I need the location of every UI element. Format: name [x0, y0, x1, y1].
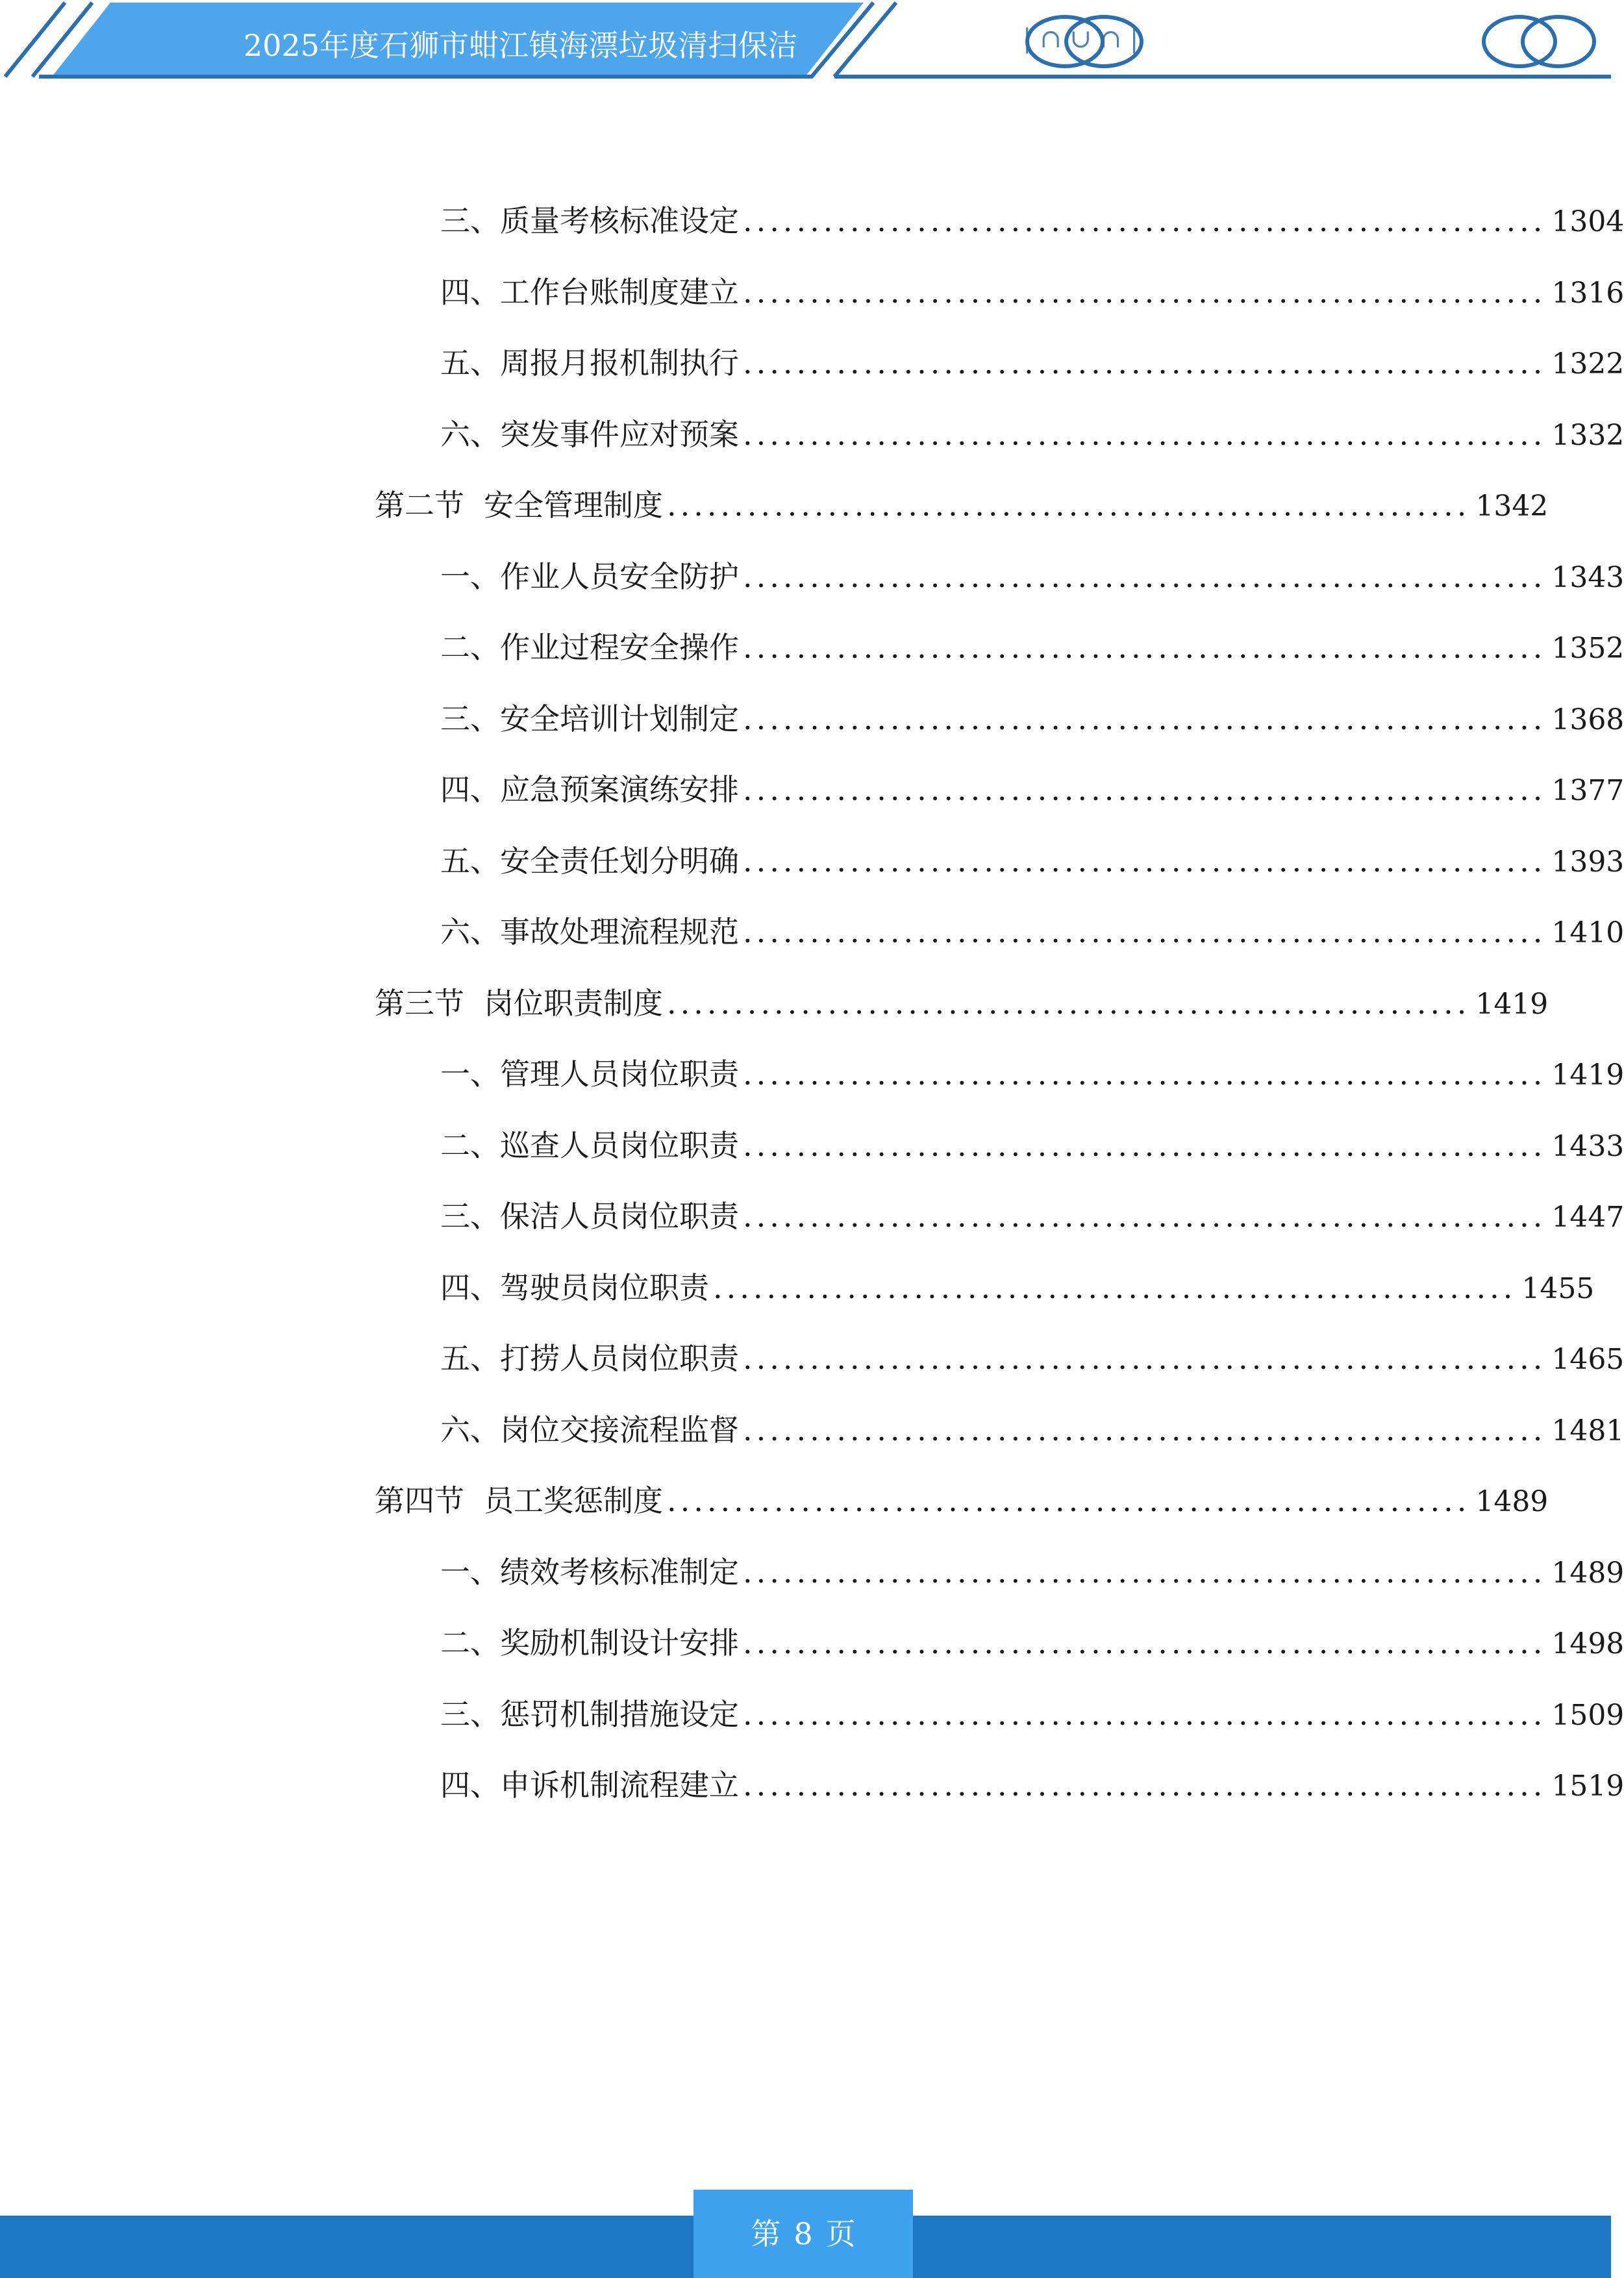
- toc-dot-leader: ............................................................: [713, 1270, 1517, 1305]
- toc-entry-number: 四、: [440, 275, 500, 310]
- toc-dot-leader: ............................................................: [743, 630, 1547, 665]
- toc-dot-leader: ............................................................: [743, 345, 1547, 381]
- page-number-tab: [693, 2190, 913, 2278]
- toc-entry[interactable]: [0, 977, 1549, 1029]
- toc-entry-number: 第四节: [375, 1483, 464, 1518]
- page-suffix: 页: [825, 2216, 856, 2251]
- toc-dot-leader: ............................................................: [743, 1057, 1547, 1092]
- toc-entry-label: 质量考核标准设定: [500, 203, 739, 238]
- toc-entry-label: 员工奖惩制度: [484, 1483, 663, 1518]
- toc-dot-leader: ............................................................: [743, 1341, 1547, 1376]
- toc-entry-label: 打捞人员岗位职责: [500, 1341, 739, 1376]
- toc-entry-label: 奖励机制设计安排: [500, 1625, 739, 1660]
- toc-entry-page: 1498: [1551, 1627, 1624, 1660]
- toc-entry-page: 1465: [1551, 1343, 1624, 1376]
- toc-entry[interactable]: [0, 337, 1624, 389]
- toc-entry[interactable]: [0, 408, 1624, 460]
- toc-entry-page: 1316: [1551, 277, 1624, 310]
- toc-entry-number: 四、: [440, 1270, 500, 1305]
- toc-dot-leader: ............................................................: [743, 772, 1547, 807]
- toc-entry-number: 三、: [440, 1697, 500, 1732]
- toc-entry-page: 1509: [1551, 1699, 1624, 1732]
- toc-dot-leader: ............................................................: [743, 1412, 1547, 1447]
- toc-entry-number: 一、: [440, 559, 500, 594]
- toc-entry[interactable]: [0, 1475, 1549, 1527]
- toc-dot-leader: ............................................................: [743, 1555, 1547, 1590]
- toc-entry-number: 六、: [440, 417, 500, 452]
- toc-entry-number: 二、: [440, 630, 500, 665]
- toc-entry-label: 驾驶员岗位职责: [500, 1270, 709, 1305]
- toc-entry-label: 绩效考核标准制定: [500, 1555, 739, 1590]
- toc-entry-number: 第三节: [375, 986, 464, 1021]
- toc-entry[interactable]: [0, 1048, 1624, 1100]
- toc-entry-label: 管理人员岗位职责: [500, 1057, 739, 1092]
- toc-entry[interactable]: [0, 1546, 1624, 1598]
- toc-dot-leader: ............................................................: [743, 1768, 1547, 1803]
- toc-entry[interactable]: [0, 1120, 1624, 1171]
- toc-entry[interactable]: [0, 195, 1624, 247]
- toc-entry-number: 五、: [440, 1341, 500, 1376]
- toc-dot-leader: ............................................................: [743, 1128, 1547, 1163]
- toc-entry[interactable]: [0, 1190, 1624, 1242]
- toc-entry[interactable]: [0, 1759, 1624, 1811]
- toc-entry-label: 工作台账制度建立: [500, 275, 739, 310]
- toc-entry-label: 安全培训计划制定: [500, 701, 739, 736]
- toc-entry[interactable]: [0, 621, 1624, 673]
- toc-entry-number: 四、: [440, 772, 500, 807]
- toc-dot-leader: ............................................................: [667, 1483, 1471, 1518]
- toc-entry[interactable]: [0, 693, 1624, 745]
- toc-entry-label: 周报月报机制执行: [500, 345, 739, 381]
- toc-entry-page: 1519: [1551, 1770, 1624, 1803]
- toc-entry-label: 保洁人员岗位职责: [500, 1199, 739, 1234]
- toc-entry-page: 1481: [1551, 1414, 1624, 1447]
- toc-entry-number: 五、: [440, 844, 500, 879]
- page-number: 8: [793, 2216, 813, 2251]
- toc-entry-label: 应急预案演练安排: [500, 772, 739, 807]
- toc-entry-page: 1322: [1551, 347, 1624, 381]
- toc-entry-page: 1419: [1475, 988, 1549, 1021]
- toc-dot-leader: ............................................................: [743, 701, 1547, 736]
- toc-entry-number: 三、: [440, 1199, 500, 1234]
- toc-dot-leader: ............................................................: [743, 1199, 1547, 1234]
- toc-entry[interactable]: [0, 479, 1549, 531]
- toc-dot-leader: ............................................................: [743, 559, 1547, 594]
- toc-dot-leader: ............................................................: [743, 417, 1547, 452]
- toc-entry[interactable]: [0, 835, 1624, 887]
- toc-entry-number: 四、: [440, 1768, 500, 1803]
- toc-entry[interactable]: [0, 906, 1624, 958]
- toc-entry-page: 1393: [1551, 845, 1624, 879]
- toc-entry-label: 作业人员安全防护: [500, 559, 739, 594]
- toc-entry-label: 安全管理制度: [484, 488, 663, 523]
- toc-entry[interactable]: [0, 1688, 1624, 1740]
- toc-dot-leader: ............................................................: [667, 488, 1471, 523]
- toc-entry-page: 1433: [1551, 1130, 1624, 1163]
- header-title: 2025年度石狮市蚶江镇海漂垃圾清扫保洁: [244, 28, 798, 63]
- toc-entry-label: 巡查人员岗位职责: [500, 1128, 739, 1163]
- toc-entry-number: 三、: [440, 701, 500, 736]
- toc-entry[interactable]: [0, 1262, 1595, 1314]
- toc-entry-number: 五、: [440, 345, 500, 381]
- toc-entry-page: 1332: [1551, 419, 1624, 452]
- toc-entry-label: 岗位职责制度: [484, 986, 663, 1021]
- toc-entry-page: 1447: [1551, 1201, 1624, 1234]
- toc-dot-leader: ............................................................: [743, 844, 1547, 879]
- toc-entry-page: 1455: [1521, 1272, 1595, 1305]
- toc-entry-page: 1342: [1475, 490, 1549, 523]
- right-rings-icon: [1484, 17, 1594, 66]
- toc-entry-number: 六、: [440, 1412, 500, 1447]
- toc-entry-label: 作业过程安全操作: [500, 630, 739, 665]
- toc-entry-page: 1304: [1551, 205, 1624, 238]
- toc-dot-leader: ............................................................: [667, 986, 1471, 1021]
- page-header: [0, 0, 1611, 84]
- toc-entry-number: 六、: [440, 914, 500, 949]
- toc-entry-number: 第二节: [375, 488, 464, 523]
- toc-entry-label: 岗位交接流程监督: [500, 1412, 739, 1447]
- toc-dot-leader: ............................................................: [743, 914, 1547, 949]
- toc-entry-label: 安全责任划分明确: [500, 844, 739, 879]
- toc-entry[interactable]: [0, 1404, 1624, 1456]
- toc-dot-leader: ............................................................: [743, 1697, 1547, 1732]
- toc-entry-page: 1377: [1551, 774, 1624, 807]
- toc-entry-number: 二、: [440, 1625, 500, 1660]
- toc-entry-page: 1489: [1475, 1485, 1549, 1518]
- toc-entry-page: 1419: [1551, 1058, 1624, 1092]
- toc-entry-label: 突发事件应对预案: [500, 417, 739, 452]
- toc-entry-label: 惩罚机制措施设定: [500, 1697, 739, 1732]
- toc-entry-label: 事故处理流程规范: [500, 914, 739, 949]
- header-subtitle: | ∩ ∪ ∩ |: [1023, 24, 1139, 54]
- toc-entry-number: 一、: [440, 1555, 500, 1590]
- toc-entry-number: 二、: [440, 1128, 500, 1163]
- toc-entry[interactable]: [0, 764, 1624, 816]
- toc-dot-leader: ............................................................: [743, 275, 1547, 310]
- toc-entry[interactable]: [0, 1333, 1624, 1384]
- page-prefix: 第: [751, 2216, 781, 2251]
- toc-entry-page: 1343: [1551, 561, 1624, 594]
- toc-entry[interactable]: [0, 1617, 1624, 1669]
- toc-entry-page: 1368: [1551, 703, 1624, 736]
- toc-entry[interactable]: [0, 551, 1624, 603]
- toc-entry-number: 一、: [440, 1057, 500, 1092]
- toc-entry-page: 1489: [1551, 1557, 1624, 1590]
- toc-dot-leader: ............................................................: [743, 203, 1547, 238]
- toc-entry-page: 1410: [1551, 916, 1624, 949]
- toc-dot-leader: ............................................................: [743, 1625, 1547, 1660]
- toc-entry[interactable]: [0, 266, 1624, 318]
- toc-entry-label: 申诉机制流程建立: [500, 1768, 739, 1803]
- toc-entry-number: 三、: [440, 203, 500, 238]
- toc-entry-page: 1352: [1551, 632, 1624, 665]
